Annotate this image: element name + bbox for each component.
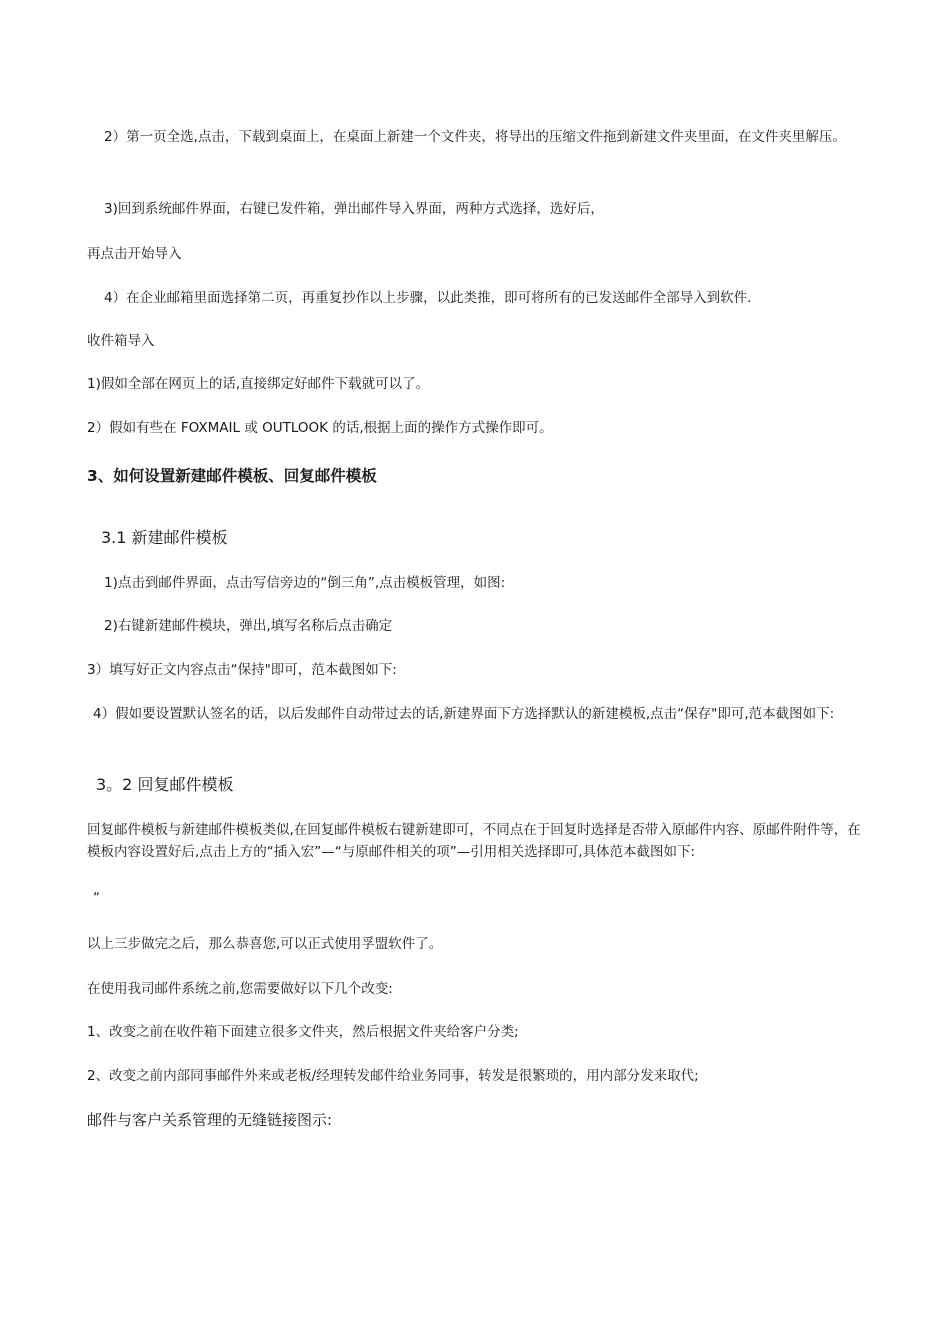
inbox-import-item-2: 2）假如有些在 FOXMAIL 或 OUTLOOK 的话,根据上面的操作方式操作即可。 [87,420,553,436]
inbox-import-heading: 收件箱导入 [87,333,155,349]
inbox-import-item-1: 1)假如全部在网页上的话,直接绑定好邮件下载就可以了。 [87,376,430,392]
section-3-title: 3、如何设置新建邮件模板、回复邮件模板 [87,467,377,485]
reply-template-paragraph: 回复邮件模板与新建邮件模板类似,在回复邮件模板右键新建即可，不同点在于回复时选择是否带入原邮件内容、原邮件附件等，在模板内容设置好后,点击上方的“插入宏”—“与原邮件相关的项”—引用相关选择即可,具体范本截图如下: [87,822,861,860]
diagram-title: 邮件与客户关系管理的无缝链接图示: [87,1111,333,1129]
template-step-4: 4）假如要设置默认签名的话，以后发邮件自动带过去的话,新建界面下方选择默认的新建模板,点击“保存"即可,范本截图如下: [93,706,835,722]
closing-prep: 在使用我司邮件系统之前,您需要做好以下几个改变: [87,981,393,997]
export-step-3: 3)回到系统邮件界面，右键已发件箱，弹出邮件导入界面，两种方式选择，选好后， [104,201,604,217]
template-step-1: 1)点击到邮件界面，点击写信旁边的“倒三角”,点击模板管理，如图: [104,575,506,591]
template-step-3: 3）填写好正文内容点击“保持"即可，范本截图如下: [87,662,397,678]
export-step-3-continued: 再点击开始导入 [87,246,182,262]
closing-done: 以上三步做完之后，那么恭喜您,可以正式使用孚盟软件了。 [87,936,443,952]
subsection-3-1-title: 3.1 新建邮件模板 [101,528,228,547]
change-item-1: 1、改变之前在收件箱下面建立很多文件夹，然后根据文件夹给客户分类; [87,1024,519,1040]
change-item-2: 2、改变之前内部同事邮件外来或老板/经理转发邮件给业务同事，转发是很繁琐的，用内部分发来取代; [87,1068,699,1084]
quote-mark: “ [93,890,100,906]
subsection-3-2-title: 3。2 回复邮件模板 [96,775,234,794]
export-step-2: 2）第一页全选,点击，下载到桌面上，在桌面上新建一个文件夹，将导出的压缩文件拖到新建文件夹里面，在文件夹里解压。 [104,129,846,145]
template-step-2: 2)右键新建邮件模块，弹出,填写名称后点击确定 [104,618,393,634]
export-step-4: 4）在企业邮箱里面选择第二页，再重复抄作以上步骤，以此类推，即可将所有的已发送邮件全部导入到软件. [104,290,752,306]
